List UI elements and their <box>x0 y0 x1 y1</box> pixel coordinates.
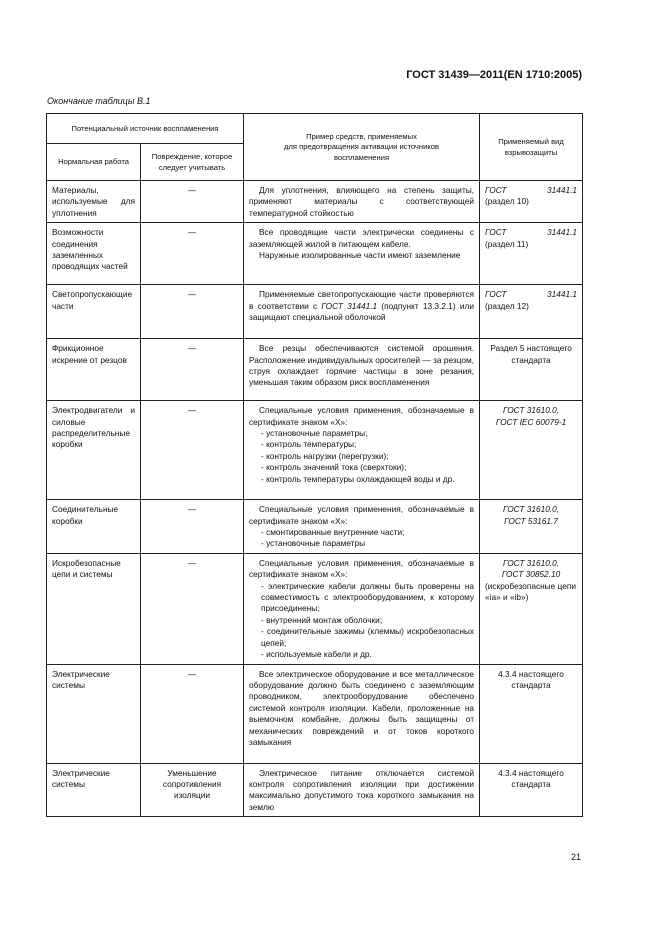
header-fault-considered: Повреждение, которое следует учитывать <box>141 144 244 181</box>
cell-fault: — <box>141 285 244 339</box>
table-row <box>47 181 583 223</box>
cell-normal-operation: Светопропускающие части <box>47 285 141 339</box>
cell-normal-operation: Возможности соединения заземленных проводящих частей <box>47 223 141 285</box>
table-row <box>47 763 583 817</box>
cell-prevention: Специальные условия применения, обозначаемые в сертификате знаком «Х»: - установочные параметры; - контроль температуры; - контроль нагрузки (перегрузки); - контроль значений тока (сверхтоки); - контроль температуры охлаждающей воды и др. <box>244 401 480 500</box>
cell-protection: 4.3.4 настоящего стандарта <box>480 664 583 763</box>
cell-prevention: Специальные условия применения, обозначаемые в сертификате знаком «Х»: - электрические кабели должны быть проверены на совместимость с электрооборудованием, к которому присоединены; - внутренний монтаж оболочки; - соединительные зажимы (клеммы) искробезопасных цепей; - используемые кабели и др. <box>244 553 480 664</box>
cell-fault: — <box>141 401 244 500</box>
cell-fault: — <box>141 553 244 664</box>
cell-fault: — <box>141 181 244 223</box>
cell-fault: Уменьшение сопротивления изоляции <box>141 763 244 817</box>
cell-prevention: Для уплотнения, влияющего на степень защиты, применяют материалы с соответствующей температурной стойкостью <box>244 181 480 223</box>
table-row <box>47 339 583 401</box>
cell-normal-operation: Электрические системы <box>47 763 141 817</box>
cell-normal-operation: Соединительные коробки <box>47 500 141 554</box>
cell-prevention: Электрическое питание отключается системой контроля сопротивления изоляции при достижении максимально допустимого тока короткого замыкания на землю <box>244 763 480 817</box>
table-row <box>47 223 583 285</box>
table-row <box>47 553 583 664</box>
cell-fault: — <box>141 223 244 285</box>
cell-protection: 4.3.4 настоящего стандарта <box>480 763 583 817</box>
cell-prevention: Применяемые светопропускающие части проверяются в соответствии с ГОСТ 31441.1 (подпункт 13.3.2.1) или защищают специальной оболочкой <box>244 285 480 339</box>
cell-normal-operation: Фрикционное искрение от резцов <box>47 339 141 401</box>
cell-protection: ГОСТ 31610.0, ГОСТ 53161.7 <box>480 500 583 554</box>
table-row <box>47 500 583 554</box>
cell-protection: Раздел 5 настоящего стандарта <box>480 339 583 401</box>
table-row <box>47 664 583 763</box>
cell-protection: ГОСТ 31441.1 (раздел 10) <box>480 181 583 223</box>
cell-protection: ГОСТ 31441.1 (раздел 11) <box>480 223 583 285</box>
cell-protection: ГОСТ 31610.0, ГОСТ 30852.10 (искробезопасные цепи «ia» и «ib») <box>480 553 583 664</box>
document-code-header: ГОСТ 31439—2011(EN 1710:2005) <box>406 69 582 81</box>
table-row <box>47 401 583 500</box>
cell-normal-operation: Материалы, используемые для уплотнения <box>47 181 141 223</box>
cell-normal-operation: Искробезопасные цепи и системы <box>47 553 141 664</box>
header-ignition-source-group: Потенциальный источник воспламенения <box>47 114 244 144</box>
cell-prevention: Все резцы обеспечиваются системой орошения. Расположение индивидуальных оросителей — за резцом, струя охлаждает горячие частицы в зоне резания, уменьшая таким образом риск воспламенения <box>244 339 480 401</box>
cell-fault: — <box>141 664 244 763</box>
cell-protection: ГОСТ 31441.1 (раздел 12) <box>480 285 583 339</box>
cell-prevention: Все проводящие части электрически соединены с заземляющей жилой в питающем кабеле. Наружные изолированные части имеют заземление <box>244 223 480 285</box>
cell-fault: — <box>141 500 244 554</box>
cell-prevention: Все электрическое оборудование и все металлическое оборудование должно быть соединено с заземляющим проводником, электрооборудование обеспечено системой контроля изоляции. Кабели, проложенные на выемочном комбайне, должны быть защищены от механических повреждений и от токов короткого замыкания <box>244 664 480 763</box>
cell-normal-operation: Электродвигатели и силовые распределительные коробки <box>47 401 141 500</box>
cell-fault: — <box>141 339 244 401</box>
page-number: 21 <box>570 852 581 862</box>
table-caption: Окончание таблицы В.1 <box>47 96 151 106</box>
header-prevention-means: Пример средств, применяемых для предотвращения активации источников воспламенения <box>244 114 480 181</box>
header-protection-type: Применяемый вид взрывозащиты <box>480 114 583 181</box>
table-row <box>47 285 583 339</box>
ignition-sources-table <box>46 113 583 817</box>
cell-normal-operation: Электрические системы <box>47 664 141 763</box>
header-normal-operation: Нормальная работа <box>47 144 141 181</box>
cell-protection: ГОСТ 31610.0, ГОСТ IEC 60079-1 <box>480 401 583 500</box>
cell-prevention: Специальные условия применения, обозначаемые в сертификате знаком «Х»: - смонтированные внутренние части; - установочные параметры <box>244 500 480 554</box>
